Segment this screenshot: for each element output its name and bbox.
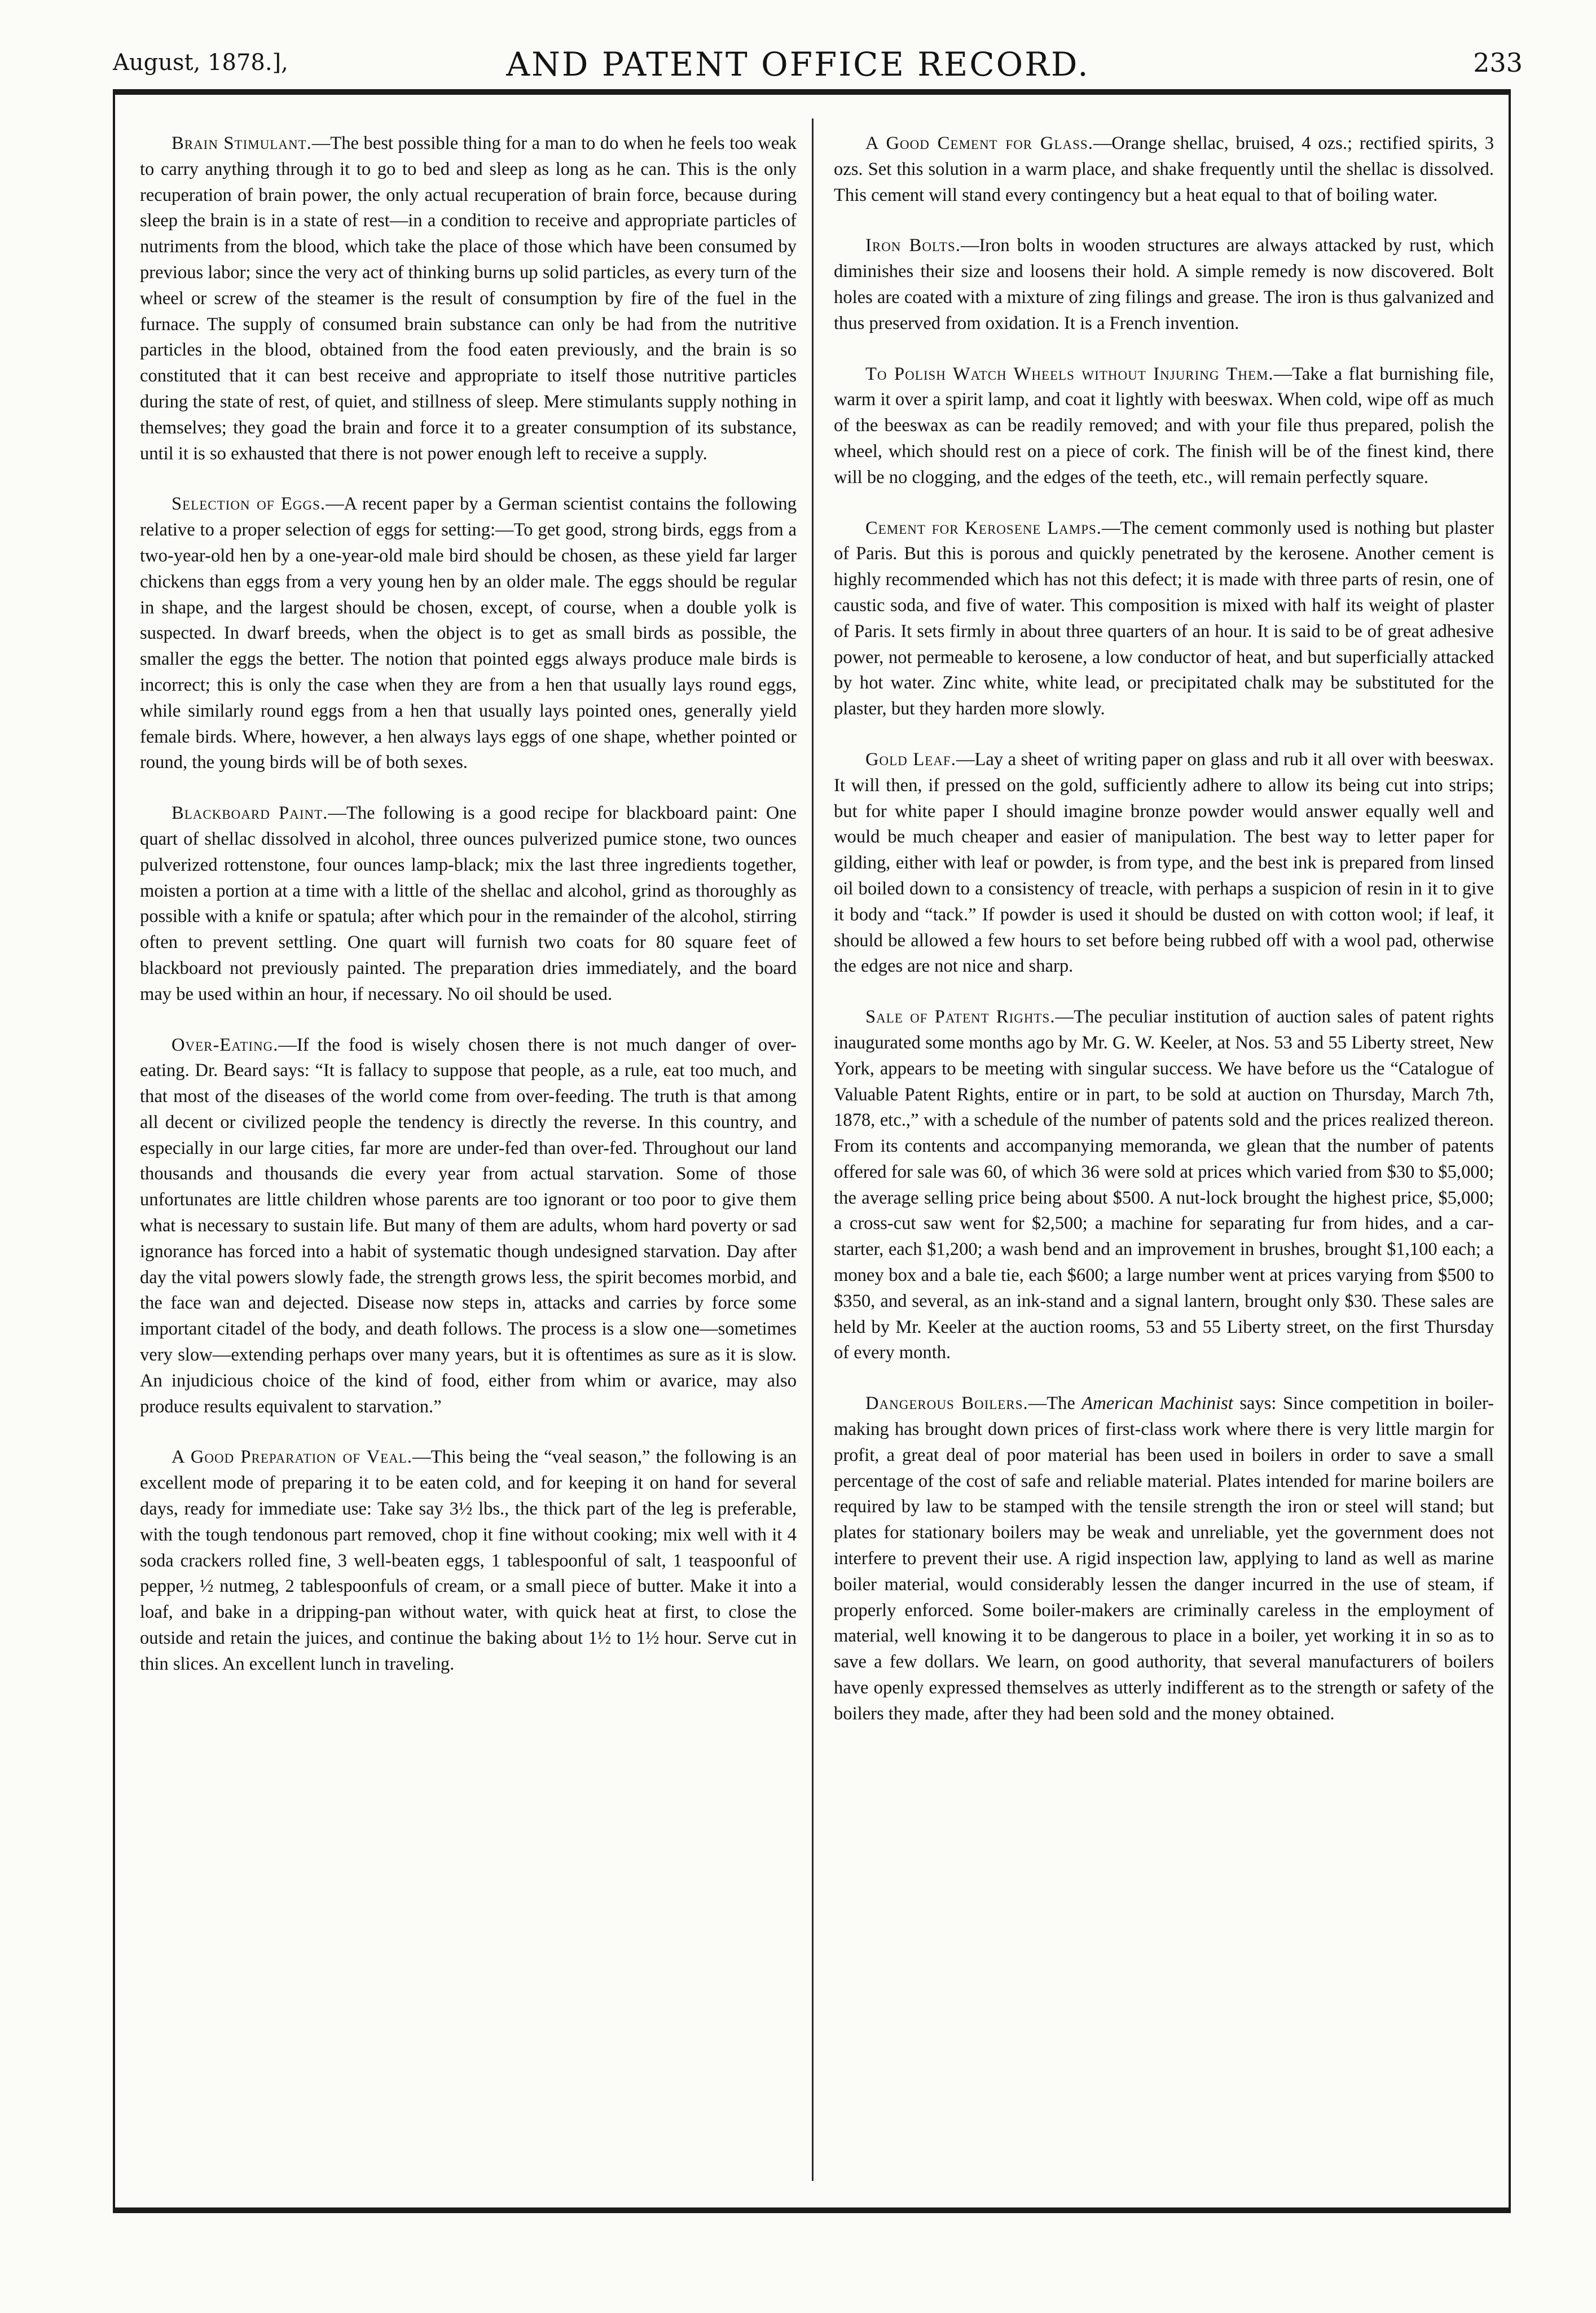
article-cement-kerosene-lamps [834,516,1494,722]
article-title: Blackboard Paint. [172,803,328,824]
article-title: A Good Cement for Glass. [865,133,1093,153]
article-body: —Iron bolts in wooden structures are always attacked by rust, which diminishes their size and loosens their hold. A simple remedy is now discovered. Bolt holes are coated with a mixture of zing filings and grease. The iron is thus galvanized and thus preserved from oxidation. It is a French invention. [834,235,1494,333]
article-body: —Take a flat burnishing file, warm it over a spirit lamp, and coat it lightly with beeswax. When cold, wipe off as much of the beeswax as can be readily removed; and with your file thus prepared, polish the wheel, which should rest on a piece of cork. The finish will be of the finest kind, there will be no clogging, and the edges of the teeth, etc., will remain perfectly square. [834,363,1494,488]
article-body: —A recent paper by a German scientist contains the following relative to a proper selection of eggs for setting:—To get good, strong birds, eggs from a two-year-old hen by a one-year-old male bird should be chosen, as these yield far larger chickens than eggs from a very young hen by an older male. The eggs should be regular in shape, and the largest should be chosen, except, of course, when a double yolk is suspected. In dwarf breeds, when the object is to get as small birds as possible, the smaller the eggs the better. The notion that pointed eggs always produce male birds is incorrect; this is only the case when they are from a hen that usually lays round eggs, while similarly round eggs from a hen that usually lays pointed ones, generally yield female birds. Where, however, a hen always lays eggs of one shape, whether pointed or round, the young birds will be of both sexes. [140,494,797,773]
article-blackboard-paint [140,801,797,1007]
left-column [140,131,797,2185]
article-title: To Polish Watch Wheels without Injuring Them. [865,363,1274,384]
article-selection-of-eggs [140,491,797,776]
article-title: Selection of Eggs. [172,494,326,515]
article-iron-bolts [834,233,1494,336]
article-body: —If the food is wisely chosen there is not much danger of over-eating. Dr. Beard says: “It is fallacy to suppose that people, as a rule, eat too much, and that most of the diseases of the world come from over-feeding. The truth is that among all decent or civilized people the tendency is directly the reverse. In this country, and especially in our large cities, far more are under-fed than over-fed. Throughout our land thousands and thousands die every year from actual starvation. Some of those unfortunates are little children whose parents are too ignorant or too poor to give them what is necessary to sustain life. But many of them are adults, whom hard poverty or sad ignorance has forced into a habit of systematic though undesigned starvation. Day after day the vital powers slowly fade, the strength grows less, the spirit becomes morbid, and the face wan and dejected. Disease now steps in, attacks and carries by force some important citadel of the body, and death follows. The process is a slow one—sometimes very slow—extending perhaps over many years, but it is oftentimes as sure as it is slow. An injudicious choice of the kind of food, either from whim or avarice, may also produce results equivalent to starvation.” [140,1034,797,1417]
column-divider [812,118,814,2181]
article-title: Cement for Kerosene Lamps. [865,517,1102,538]
article-body: —The peculiar institution of auction sales of patent rights inaugurated some months ago by Mr. G. W. Keeler, at Nos. 53 and 55 Liberty street, New York, appears to be meeting with singular success. We have before us the “Catalogue of Valuable Patent Rights, entire or in part, to be sold at auction on Thursday, March 7th, 1878, etc.,” with a schedule of the number of patents sold and the prices realized thereon. From its contents and accompanying memoranda, we glean that the number of patents offered for sale was 60, of which 36 were sold at prices which varied from $30 to $5,000; the average selling price being about $500. A nut-lock brought the highest price, $5,000; a cross-cut saw went for $2,500; a machine for separating fur from hides, and a car-starter, each $1,200; a wash bend and an improvement in brushes, brought $1,100 each; a money box and a bale tie, each $600; a large number went at prices varying from $500 to $350, and several, as an ink-stand and a signal lantern, brought only $30. These sales are held by Mr. Keeler at the auction rooms, 53 and 55 Liberty street, on the first Thursday of every month. [834,1007,1494,1363]
article-title: Sale of Patent Rights. [865,1007,1056,1028]
article-body: says: Since competition in boiler-making has brought down prices of first-class work where there is very little margin for profit, a great deal of poor material has been used in boilers in order to save a small percentage of the cost of safe and reliable material. Plates intended for marine boilers are required by law to be stamped with the tensile strength the iron or steel will stand; but plates for stationary boilers may be weak and unreliable, yet the government does not interfere to prevent their use. A rigid inspection law, applying to land as well as marine boiler material, would considerably lessen the danger incurred in the use of steam, if properly enforced. Some boiler-makers are criminally careless in the employment of material, well knowing it to be dangerous to place in a boiler, yet working it in so as to save a few dollars. We learn, on good authority, that several manufacturers of boilers have openly expressed themselves as utterly indifferent as to the strength or safety of the boilers they made, after they had been sold and the money obtained. [834,1393,1494,1724]
article-cement-for-glass [834,131,1494,208]
running-title: AND PATENT OFFICE RECORD. [506,45,1090,84]
article-title: Brain Stimulant. [172,133,312,153]
article-dangerous-boilers [834,1391,1494,1727]
article-body: —The following is a good recipe for blackboard paint: One quart of shellac dissolved in alcohol, three ounces pulverized pumice stone, two ounces pulverized rottenstone, four ounces lamp-black; mix the last three ingredients together, moisten a portion at a time with a little of the shellac and alcohol, grind as thoroughly as possible with a knife or spatula; after which pour in the remainder of the alcohol, stirring often to prevent settling. One quart will furnish two coats for 80 square feet of blackboard not previously painted. The preparation dries immediately, and the board may be used within an hour, if necessary. No oil should be used. [140,803,797,1004]
page-number: 233 [1473,47,1523,78]
article-gold-leaf [834,747,1494,980]
right-column [834,131,1494,2185]
article-body: —The cement commonly used is nothing but plaster of Paris. But this is porous and quickly penetrated by the kerosene. Another cement is highly recommended which has not this defect; it is made with three parts of resin, one of caustic soda, and five of water. This composition is mixed with half its weight of plaster of Paris. It sets firmly in about three quarters of an hour. It is said to be of great adhesive power, not permeable to kerosene, a low conductor of heat, and but superficially attacked by hot water. Zinc white, white lead, or precipitated chalk may be substituted for the plaster, but they harden more slowly. [834,517,1494,719]
article-polish-watch-wheels [834,362,1494,491]
article-body: —This being the “veal season,” the following is an excellent mode of preparing it to be eaten cold, and for keeping it on hand for several days, ready for immediate use: Take say 3½ lbs., the thick part of the leg is preferable, with the tough tendonous part removed, chop it fine without cooking; mix well with it 4 soda crackers rolled fine, 3 well-beaten eggs, 1 tablespoonful of salt, 1 teaspoonful of pepper, ½ nutmeg, 2 tablespoonfuls of cream, or a small piece of butter. Make it into a loaf, and bake in a dripping-pan without water, with quick heat at first, to close the outside and retain the juices, and continue the baking about 1½ to 1½ hour. Serve cut in thin slices. An excellent lunch in traveling. [140,1447,797,1674]
article-title: A Good Preparation of Veal. [172,1447,412,1468]
article-body: —Orange shellac, bruised, 4 ozs.; rectified spirits, 3 ozs. Set this solution in a warm place, and shake frequently until the shellac is dissolved. This cement will stand every contingency but a heat equal to that of boiling water. [834,133,1494,205]
page-header [0,0,1596,85]
issue-date: August, 1878.], [113,50,288,76]
publication-name: American Machinist [1081,1393,1233,1414]
article-sale-of-patent-rights [834,1004,1494,1366]
article-body: —The best possible thing for a man to do when he feels too weak to carry anything through it to go to bed and sleep as long as he can. This is the only recuperation of brain power, the only actual recuperation of brain force, because during sleep the brain is in a state of rest—in a condition to receive and appropriate particles of nutriments from the blood, which take the place of those which have been consumed by previous labor; since the very act of thinking burns up solid particles, as every turn of the wheel or screw of the steamer is the result of consumption by fire of the fuel in the furnace. The supply of consumed brain substance can only be had from the nutritive particles in the blood, obtained from the food eaten previously, and the brain is so constituted that it can best receive and appropriate to itself those nutritive particles during the state of rest, of quiet, and stillness of sleep. Mere stimulants supply nothing in themselves; they goad the brain and force it to a greater consumption of its substance, until it is so exhausted that there is not power enough left to receive a supply. [140,133,797,464]
article-brain-stimulant [140,131,797,467]
article-preparation-of-veal [140,1445,797,1677]
article-title: Iron Bolts. [865,235,961,256]
article-title: Over-Eating. [172,1034,279,1055]
article-body: —Lay a sheet of writing paper on glass and rub it all over with beeswax. It will then, if pressed on the gold, sufficiently adhere to allow its being cut into strips; but for white paper I should imagine bronze powder would answer equally well and would be much cheaper and easier of manipulation. The best way to letter paper for gilding, either with leaf or powder, is from type, and the best ink is prepared from linsed oil boiled down to a consistency of treacle, with perhaps a suspicion of resin in it to give it body and “tack.” If powder is used it should be dusted on with cotton wool; if leaf, it should be allowed a few hours to set before being rubbed off with a wool pad, otherwise the edges are not nice and sharp. [834,749,1494,977]
article-title: Gold Leaf. [865,749,956,770]
article-over-eating [140,1033,797,1420]
article-body-lead: —The [1028,1393,1082,1414]
article-title: Dangerous Boilers. [865,1393,1028,1414]
